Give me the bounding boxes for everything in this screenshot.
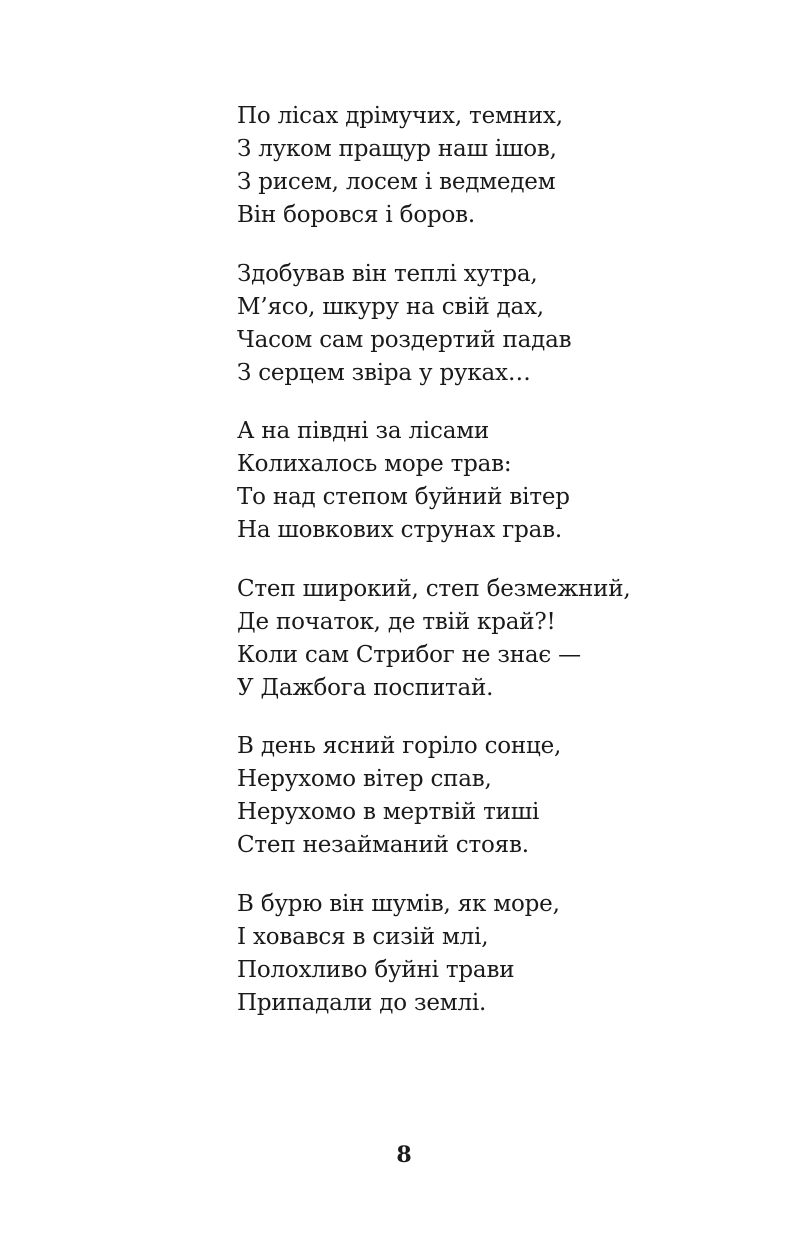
poem <box>237 100 757 1045</box>
poem-line: І ховався в сизій млі, <box>237 923 489 950</box>
stanza-1 <box>237 100 757 232</box>
poem-line: По лісах дрімучих, темних, <box>237 103 563 129</box>
poem-line: То над степом буйний вітер <box>237 484 570 510</box>
poem-line: М’ясо, шкуру на свій дах, <box>237 293 544 320</box>
poem-line: Припадали до землі. <box>237 989 487 1016</box>
poem-line: Полохливо буйні трави <box>237 956 515 983</box>
poem-line: У Дажбога поспитай. <box>237 674 494 701</box>
poem-line: З луком пращур наш ішов, <box>237 136 557 162</box>
stanza-6 <box>237 888 757 1020</box>
poem-line: А на півдні за лісами <box>237 418 490 444</box>
poem-line: Коли сам Стрибог не знає — <box>237 641 581 668</box>
poem-line: Колихалось море трав: <box>237 451 512 477</box>
poem-line: Степ незайманий стояв. <box>237 832 529 858</box>
poem-line: Степ широкий, степ безмежний, <box>237 575 631 602</box>
poem-line: Здобував він теплі хутра, <box>237 260 538 287</box>
poem-line: Часом сам роздертий падав <box>237 326 572 353</box>
stanza-2 <box>237 258 757 390</box>
stanza-4 <box>237 573 757 705</box>
page-number: 8 <box>396 1142 412 1168</box>
poem-line: З серцем звіра у руках… <box>237 359 531 386</box>
poem-line: Нерухомо вітер спав, <box>237 766 492 792</box>
poem-line: З рисем, лосем і ведмедем <box>237 169 556 195</box>
poem-line: Нерухомо в мертвій тиші <box>237 799 540 825</box>
poem-line: Де початок, де твій край?! <box>237 608 556 635</box>
poem-line: Він боровся і боров. <box>237 202 476 228</box>
poem-line: В день ясний горіло сонце, <box>237 733 562 759</box>
stanza-5 <box>237 730 757 862</box>
poem-line: На шовкових струнах грав. <box>237 517 562 543</box>
stanza-3 <box>237 415 757 547</box>
poem-line: В бурю він шумів, як море, <box>237 890 560 917</box>
